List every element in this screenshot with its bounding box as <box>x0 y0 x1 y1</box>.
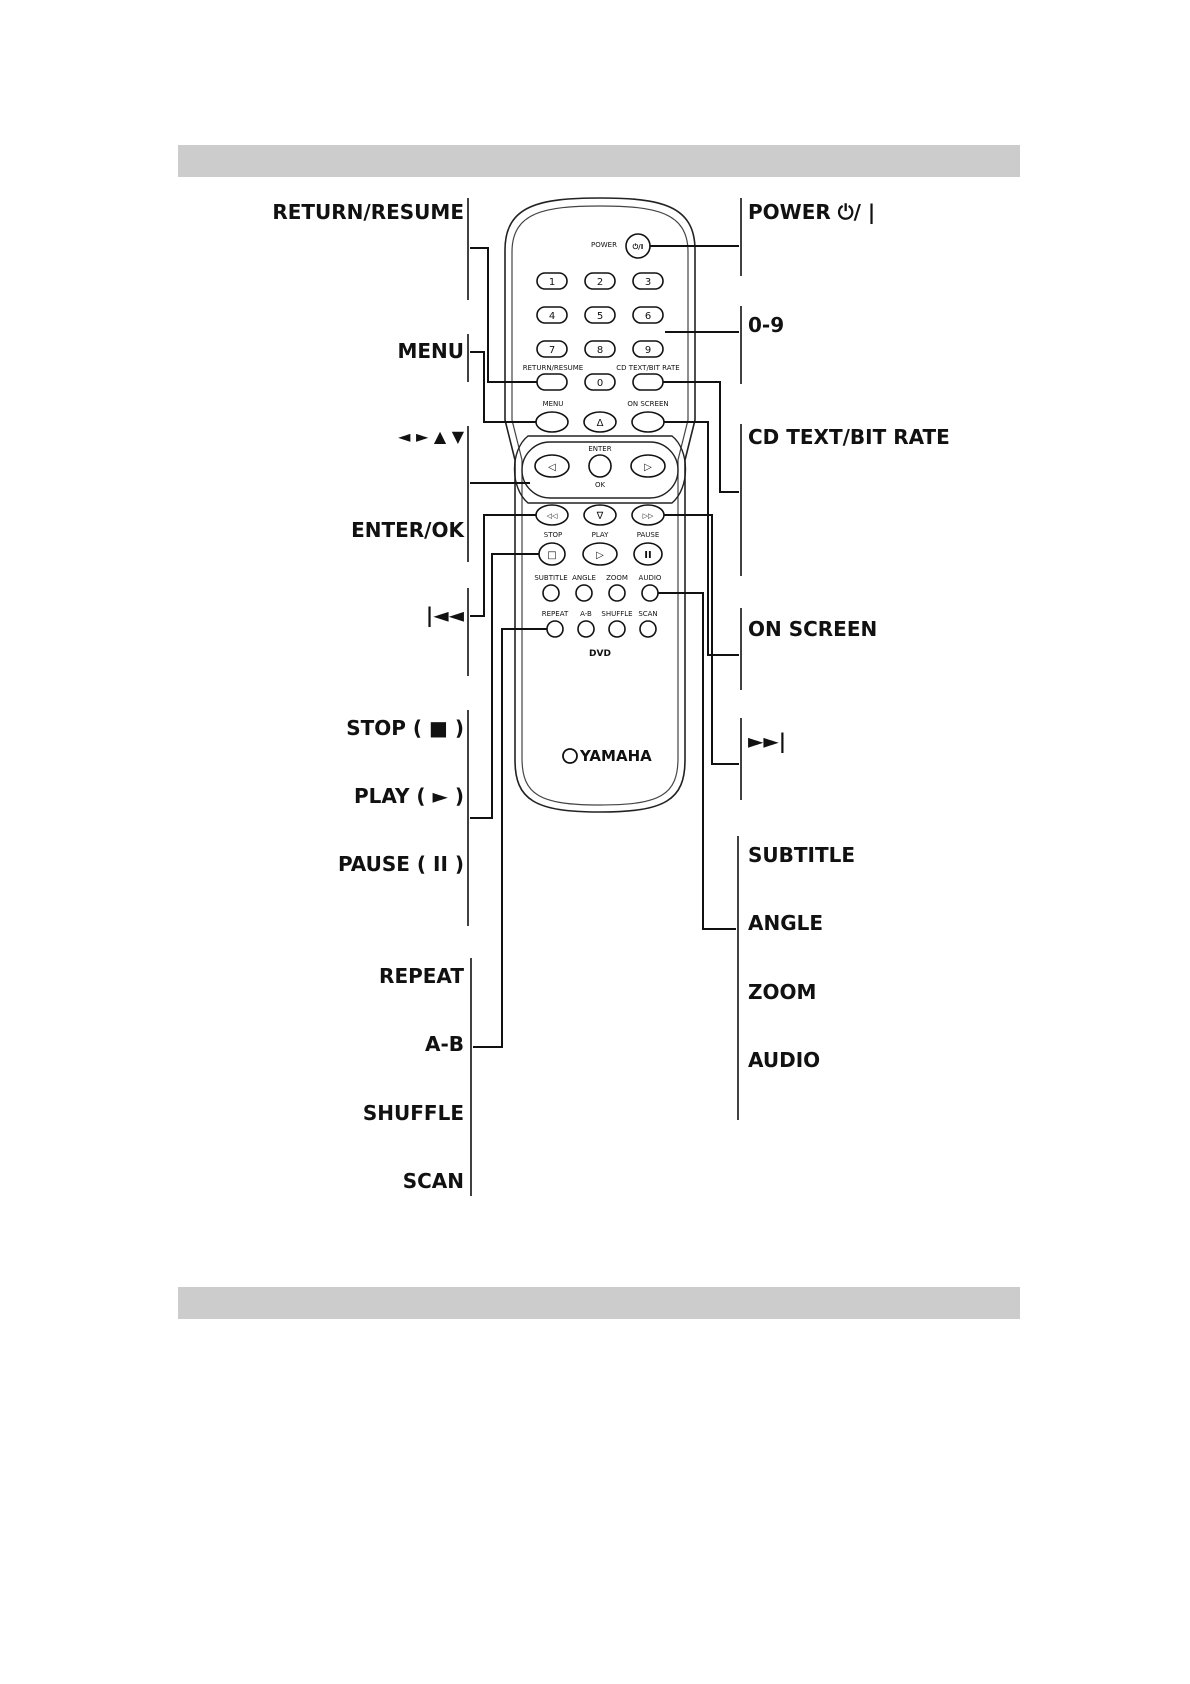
callout-digits: 0-9 <box>748 313 785 337</box>
remote-shuffle-label: SHUFFLE <box>601 610 633 618</box>
remote-on-screen-button[interactable] <box>632 412 664 432</box>
remote-digit-8-label: 8 <box>596 345 604 356</box>
remote-ab-button[interactable] <box>578 621 594 637</box>
remote-digit-5-label: 5 <box>596 311 604 322</box>
remote-dvd-label: DVD <box>589 649 611 659</box>
up-arrow-icon: Δ <box>596 418 604 429</box>
remote-subtitle-label: SUBTITLE <box>534 574 568 582</box>
remote-digit-3-label: 3 <box>644 277 652 288</box>
callout-play: PLAY ( ► ) <box>354 784 464 808</box>
remote-pause-label: PAUSE <box>636 531 660 539</box>
callout-return-resume: RETURN/RESUME <box>272 200 464 224</box>
callout-cd-text: CD TEXT/BIT RATE <box>748 425 950 449</box>
remote-digit-9-label: 9 <box>644 345 652 356</box>
callout-arrows: ◄ ► ▲ ▼ <box>398 427 464 446</box>
remote-digit-1-label: 1 <box>548 277 556 288</box>
remote-digit-6-label: 6 <box>644 311 652 322</box>
callout-ab: A-B <box>424 1032 464 1056</box>
callout-zoom: ZOOM <box>748 980 817 1004</box>
remote-digit-2-label: 2 <box>596 277 604 288</box>
remote-repeat-button[interactable] <box>547 621 563 637</box>
remote-ok-label: OK <box>594 481 606 489</box>
remote-scan-label: SCAN <box>638 610 658 618</box>
callout-subtitle: SUBTITLE <box>748 843 856 867</box>
callout-shuffle: SHUFFLE <box>362 1101 464 1125</box>
remote-brand: YAMAHA <box>580 747 652 765</box>
remote-digit-7-label: 7 <box>548 345 556 356</box>
callout-power: POWER ⏻/ | <box>748 200 876 224</box>
remote-repeat-label: REPEAT <box>541 610 569 618</box>
remote-audio-button[interactable] <box>642 585 658 601</box>
callout-pause: PAUSE ( II ) <box>337 852 464 876</box>
callout-next: ►►| <box>748 729 787 753</box>
callout-menu: MENU <box>397 339 464 363</box>
down-arrow-icon: ∇ <box>596 511 604 522</box>
remote-menu-button[interactable] <box>536 412 568 432</box>
callout-on-screen: ON SCREEN <box>748 617 878 641</box>
callout-scan: SCAN <box>402 1169 464 1193</box>
callout-repeat: REPEAT <box>379 964 464 988</box>
remote-scan-button[interactable] <box>640 621 656 637</box>
stop-icon: □ <box>547 550 557 561</box>
remote-angle-label: ANGLE <box>572 574 596 582</box>
remote-enter-label: ENTER <box>588 445 612 453</box>
pause-icon: II <box>644 550 652 561</box>
remote-zoom-label: ZOOM <box>606 574 628 582</box>
remote-play-label: PLAY <box>591 531 609 539</box>
left-arrow-icon: ◁ <box>548 462 556 473</box>
remote-cd-text-button[interactable] <box>633 374 663 390</box>
callout-stop: STOP ( ■ ) <box>346 716 464 740</box>
remote-ab-label: A-B <box>580 610 592 618</box>
callout-enter-ok: ENTER/OK <box>351 518 464 542</box>
rewind-icon: ◁◁ <box>546 512 558 520</box>
remote-subtitle-button[interactable] <box>543 585 559 601</box>
remote-return-resume-label: RETURN/RESUME <box>522 364 584 372</box>
remote-on-screen-label: ON SCREEN <box>627 400 669 408</box>
remote-cd-text-label: CD TEXT/BIT RATE <box>616 364 680 372</box>
remote-digit-4-label: 4 <box>548 311 556 322</box>
remote-angle-button[interactable] <box>576 585 592 601</box>
callout-audio: AUDIO <box>748 1048 821 1072</box>
remote-digit-0-label: 0 <box>596 378 604 389</box>
remote-audio-label: AUDIO <box>638 574 662 582</box>
remote-stop-label: STOP <box>543 531 563 539</box>
remote-menu-label: MENU <box>542 400 564 408</box>
remote-return-resume-button[interactable] <box>537 374 567 390</box>
remote-power-label: POWER <box>591 241 617 249</box>
yamaha-logo-icon <box>563 749 577 763</box>
right-arrow-icon: ▷ <box>644 462 652 473</box>
remote-power-symbol: ⏻/I <box>632 243 644 251</box>
remote-enter-ok-button[interactable] <box>589 455 611 477</box>
remote-shuffle-button[interactable] <box>609 621 625 637</box>
fast-forward-icon: ▷▷ <box>642 512 654 520</box>
play-icon: ▷ <box>596 550 604 561</box>
callout-angle: ANGLE <box>748 911 824 935</box>
callout-prev: |◄◄ <box>425 603 464 627</box>
remote-zoom-button[interactable] <box>609 585 625 601</box>
